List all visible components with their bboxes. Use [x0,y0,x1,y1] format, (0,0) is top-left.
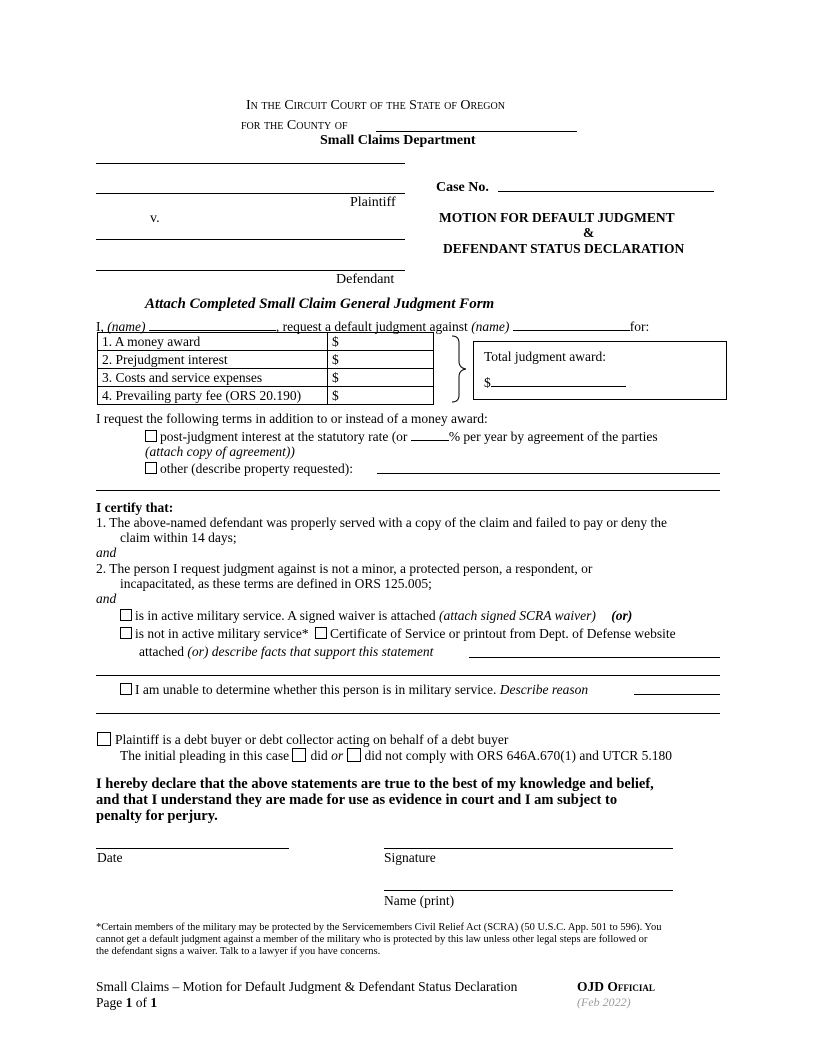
right-brace-icon [448,334,470,404]
did-label: did [310,748,328,763]
post-judgment-label-a: post-judgment interest at the statutory rate (or [160,429,408,444]
declaration-line-3: penalty for perjury. [96,808,218,824]
debt-buyer-label: Plaintiff is a debt buyer or debt collector acting on behalf of a debt buyer [115,732,509,747]
total-dollar-sign: $ [484,375,491,390]
award-label: 1. A money award [98,333,328,351]
title-line-1: MOTION FOR DEFAULT JUDGMENT [439,210,675,225]
title-ampersand: & [583,225,595,240]
court-heading: In the Circuit Court of the State of Oregon [246,98,505,113]
attached-row [139,644,433,660]
table-row [98,369,434,387]
initial-pleading-row [120,748,672,764]
plaintiff-name-line-2[interactable] [96,193,405,194]
attached-label: attached [139,644,184,659]
post-judgment-checkbox[interactable] [145,430,157,442]
table-row [98,351,434,369]
date-label: Date [97,850,123,865]
request-prefix: I, [96,319,104,334]
military-not-checkbox[interactable] [120,627,132,639]
award-table [97,332,434,405]
county-line-label: for the County of [241,118,348,133]
did-not-comply-checkbox[interactable] [347,748,361,762]
request-name-1-label: (name) [107,319,146,334]
department-heading: Small Claims Department [320,133,476,148]
page-prefix: Page [96,995,123,1010]
military-active-checkbox[interactable] [120,609,132,621]
plaintiff-label: Plaintiff [350,195,396,210]
did-not-comply-label: did not comply with ORS 646A.670(1) and UTCR 5.180 [364,748,672,763]
date-field[interactable] [96,848,289,849]
case-no-label: Case No. [436,180,489,195]
military-active-row [120,608,632,624]
defendant-request-name-field[interactable] [513,318,630,331]
unable-label: I am unable to determine whether this person is in military service. [135,682,497,697]
and-connector-2: and [96,591,117,606]
defendant-name-line-1[interactable] [96,239,405,240]
certify-heading: I certify that: [96,500,174,515]
unable-to-determine-checkbox[interactable] [120,683,132,695]
footnote-line-2: cannot get a default judgment against a member of the military who is protected by this law unless other legal steps are followed or [96,934,648,945]
award-amount-field[interactable]: $ [328,369,434,387]
certificate-checkbox[interactable] [315,627,327,639]
printed-name-field[interactable] [384,890,673,891]
describe-reason-field-line-2[interactable] [96,713,720,714]
page-number [96,995,157,1011]
certify-item-2-line-2: incapacitated, as these terms are defined in ORS 125.005; [120,576,432,591]
other-terms-field-line-2[interactable] [96,490,720,491]
and-connector-1: and [96,545,117,560]
describe-facts-field[interactable] [469,657,720,658]
describe-facts-label: (or) describe facts that support this statement [187,644,434,659]
requester-name-field[interactable] [149,318,276,331]
defendant-label: Defendant [336,272,395,287]
attach-form-heading: Attach Completed Small Claim General Judgment Form [145,296,495,312]
post-judgment-row [145,428,658,445]
table-row [98,387,434,405]
initial-pleading-label: The initial pleading in this case [120,748,290,763]
military-active-label: is in active military service. A signed waiver is attached [135,608,436,623]
declaration-line-1: I hereby declare that the above statements are true to the best of my knowledge and belief, [96,776,654,792]
plaintiff-name-line-1[interactable] [96,163,405,164]
footer-form-title: Small Claims – Motion for Default Judgment & Defendant Status Declaration [96,979,518,994]
title-line-2: DEFENDANT STATUS DECLARATION [443,241,685,256]
debt-buyer-checkbox[interactable] [97,732,111,746]
other-terms-field[interactable] [377,473,720,474]
table-row [98,333,434,351]
terms-intro: I request the following terms in addition to or instead of a money award: [96,411,488,426]
military-not-label: is not in active military service* [135,626,309,641]
form-date: (Feb 2022) [577,995,631,1009]
request-name-2-label: (name) [471,319,510,334]
request-middle: , request a default judgment against [275,319,468,334]
request-suffix: for: [629,319,650,334]
attach-agreement-note: (attach copy of agreement)) [145,444,295,459]
award-amount-field[interactable]: $ [328,387,434,405]
unable-row [120,682,588,698]
other-terms-label: other (describe property requested): [160,461,354,476]
defendant-name-line-2[interactable] [96,270,405,271]
page-current: 1 [125,995,133,1010]
did-comply-checkbox[interactable] [292,748,306,762]
interest-rate-field[interactable] [411,428,449,441]
case-number-field[interactable] [498,191,714,192]
describe-reason-field[interactable] [634,694,720,695]
footnote-line-1: *Certain members of the military may be protected by the Servicemembers Civil Relief Act (SCRA) (50 U.S.C. App. 501 to 596). You [96,922,662,933]
total-judgment-label: Total judgment award: [484,349,607,364]
signature-field[interactable] [384,848,673,849]
page-total: 1 [150,995,158,1010]
post-judgment-label-b: % per year by agreement of the parties [448,429,658,444]
signature-label: Signature [384,850,436,865]
certify-item-1-line-1: 1. The above-named defendant was properly served with a copy of the claim and failed to pay or deny the [96,515,668,530]
or-label: or [331,748,344,763]
other-terms-checkbox[interactable] [145,462,157,474]
award-amount-field[interactable]: $ [328,351,434,369]
printed-name-label: Name (print) [384,893,455,908]
award-label: 2. Prejudgment interest [98,351,328,369]
declaration-line-2: and that I understand they are made for use as evidence in court and I am subject to [96,792,618,808]
versus-label: v. [150,211,160,226]
county-field[interactable] [376,131,577,132]
certify-item-1-line-2: claim within 14 days; [120,530,237,545]
certify-item-2-line-1: 2. The person I request judgment against is not a minor, a protected person, a respondent, or [96,561,593,576]
award-amount-field[interactable]: $ [328,333,434,351]
total-judgment-line [484,374,626,391]
award-label: 3. Costs and service expenses [98,369,328,387]
page-of: of [135,995,147,1010]
ojd-official-label: OJD Official [577,979,655,994]
describe-reason-label: Describe reason [499,682,589,697]
footnote-line-3: the defendant signs a waiver. Talk to a lawyer if you have concerns. [96,946,381,957]
scra-waiver-note: (attach signed SCRA waiver) [439,608,596,623]
award-label: 4. Prevailing party fee (ORS 20.190) [98,387,328,405]
describe-facts-field-line-2[interactable] [96,675,720,676]
debt-buyer-row [97,732,508,748]
other-terms-row [145,461,353,477]
total-judgment-field[interactable] [491,374,626,387]
military-not-row [120,626,676,642]
military-or-label: (or) [611,608,633,623]
certificate-label: Certificate of Service or printout from Dept. of Defense website [329,626,676,641]
